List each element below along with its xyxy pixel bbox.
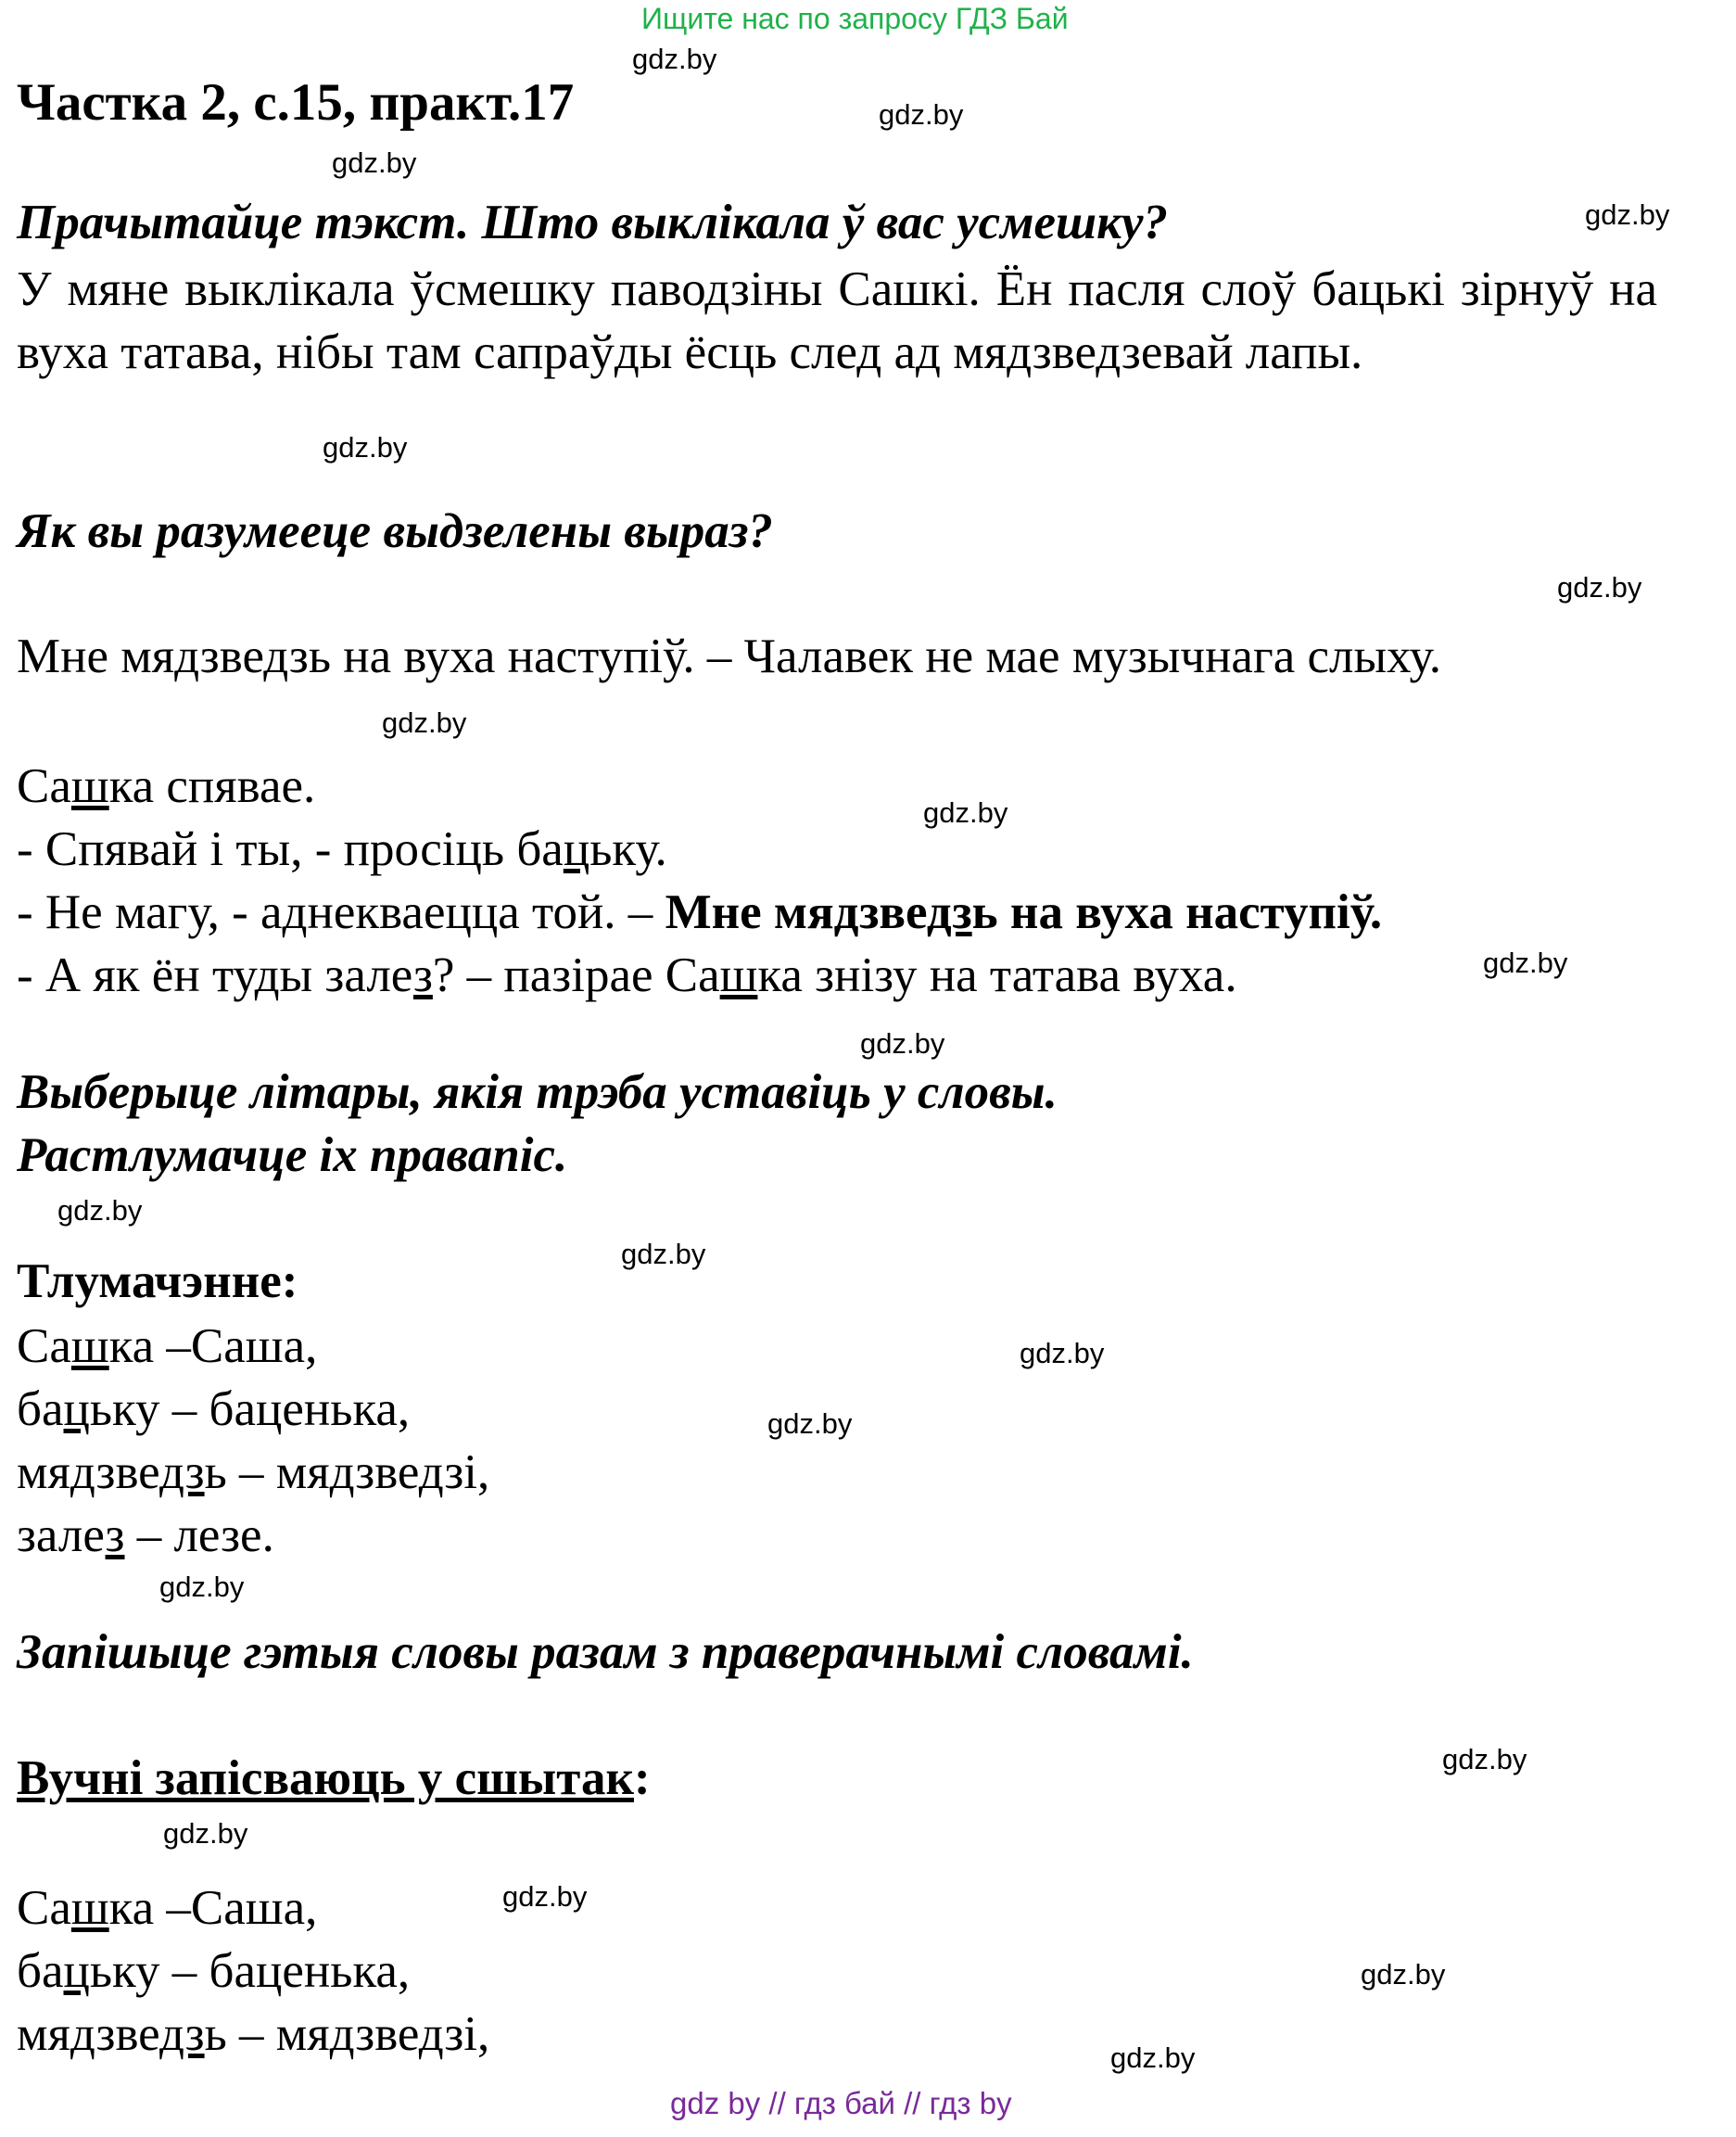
watermark: gdz.by bbox=[1483, 947, 1568, 979]
question-1: Прачытайце тэкст. Што выклікала ў вас усмешку? bbox=[17, 196, 1169, 249]
explanation-list bbox=[17, 1315, 489, 1567]
question-4: Запішыце гэтыя словы разам з праверачнымі словамі. bbox=[17, 1625, 1194, 1679]
notebook-heading: Вучні запісваюць у сшытак: bbox=[17, 1751, 651, 1805]
notebook-item: бацьку – баценька, bbox=[17, 1944, 411, 1998]
watermark: gdz.by bbox=[1557, 571, 1642, 604]
question-2: Як вы разумееце выдзелены выраз? bbox=[17, 504, 773, 558]
story-line-1: Сашка спявае. bbox=[17, 759, 316, 813]
watermark: gdz.by bbox=[1020, 1337, 1105, 1369]
watermark: gdz.by bbox=[57, 1194, 143, 1227]
watermark: gdz.by bbox=[1110, 2042, 1196, 2074]
answer-1: У мяне выклікала ўсмешку паводзіны Сашкі. Ён пасля слоў бацькі зірнуў на вуха татава, нібы там сапраўды ёсць след ад мядзведзевай лапы. bbox=[17, 262, 1657, 379]
watermark: gdz.by bbox=[1361, 1958, 1446, 1991]
watermark: gdz.by bbox=[323, 431, 408, 464]
story-line-3: - Не магу, - аднекваецца той. – Мне мядзведзь на вуха наступіў. bbox=[17, 885, 1383, 939]
watermark: gdz.by bbox=[879, 98, 964, 131]
watermark: gdz.by bbox=[502, 1880, 588, 1913]
explanation-item: бацьку – баценька, bbox=[17, 1382, 411, 1436]
notebook-item: мядзведзь – мядзведзі, bbox=[17, 2007, 490, 2061]
explanation-item: Сашка –Саша, bbox=[17, 1319, 318, 1373]
explanation-item: мядзведзь – мядзведзі, bbox=[17, 1445, 490, 1499]
footer-links[interactable]: gdz by // гдз бай // гдз by bbox=[670, 2086, 1012, 2120]
story-dialogue bbox=[17, 755, 1382, 1007]
answer-2: Мне мядзведзь на вуха наступіў. – Чалавек не мае музычнага слыху. bbox=[17, 630, 1441, 683]
watermark: gdz.by bbox=[1442, 1743, 1527, 1775]
watermark: gdz.by bbox=[332, 146, 417, 179]
search-hint[interactable]: Ищите нас по запросу ГДЗ Бай bbox=[641, 2, 1069, 35]
watermark: gdz.by bbox=[382, 706, 467, 739]
story-line-4: - А як ён туды залез? – пазірае Сашка знізу на татава вуха. bbox=[17, 948, 1237, 1002]
story-line-2: - Спявай і ты, - просіць бацьку. bbox=[17, 822, 667, 876]
watermark: gdz.by bbox=[1585, 198, 1670, 231]
watermark: gdz.by bbox=[767, 1407, 853, 1440]
watermark: gdz.by bbox=[923, 796, 1008, 829]
question-3-line-2: Растлумачце іх правапіс. bbox=[17, 1128, 568, 1182]
watermark: gdz.by bbox=[159, 1571, 245, 1603]
watermark: gdz.by bbox=[621, 1238, 706, 1270]
notebook-list bbox=[17, 1876, 489, 2066]
watermark: gdz.by bbox=[163, 1817, 248, 1850]
explanation-heading: Тлумачэнне: bbox=[17, 1254, 298, 1308]
explanation-item: залез – лезе. bbox=[17, 1508, 274, 1562]
question-3-line-1: Выберыце літары, якія трэба уставіць у словы. bbox=[17, 1065, 1058, 1119]
page-title: Частка 2, с.15, практ.17 bbox=[17, 73, 575, 132]
watermark: gdz.by bbox=[860, 1027, 945, 1060]
watermark: gdz.by bbox=[632, 43, 717, 75]
notebook-item: Сашка –Саша, bbox=[17, 1881, 318, 1935]
